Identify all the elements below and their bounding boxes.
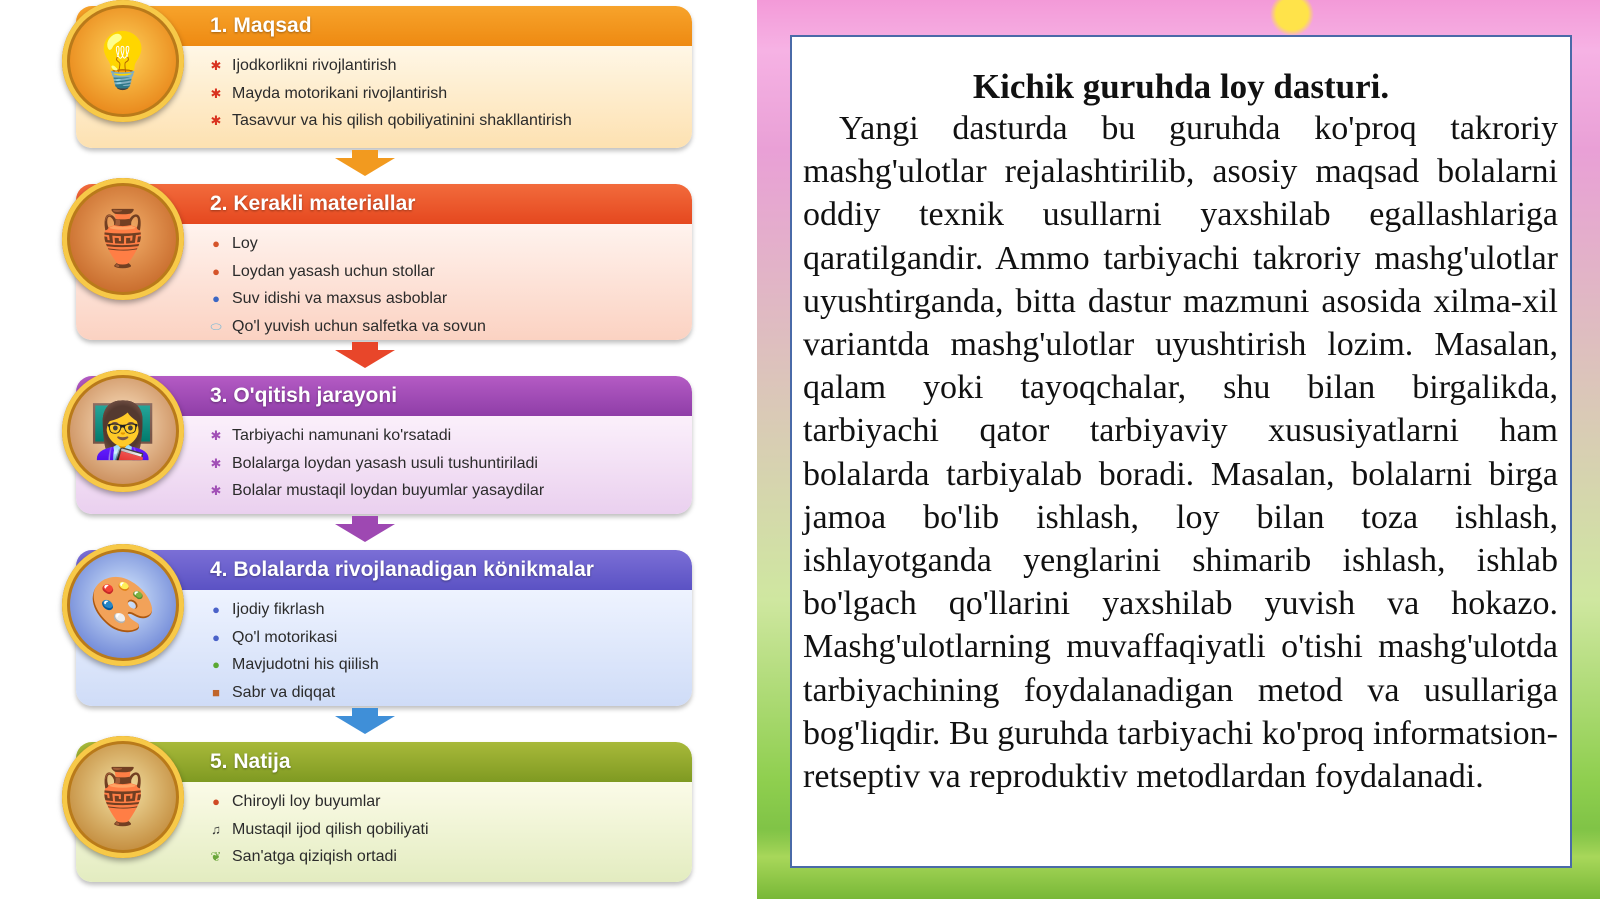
arrow-down-icon	[352, 150, 378, 158]
slide-background	[757, 0, 1600, 899]
document-title: Kichik guruhda loy dasturi.	[972, 67, 1390, 106]
step-title: 5. Natija	[76, 742, 692, 782]
step-title: 1. Maqsad	[76, 6, 692, 46]
list-item: ● Qo'l motorikasi	[208, 624, 692, 652]
jar-icon: ■	[212, 684, 220, 700]
list-item: ● Mavjudotni his qiilish	[208, 651, 692, 679]
circle-icon: ●	[212, 657, 220, 672]
list-item: ✱ Bolalarga loydan yasash usuli tushuntiriladi	[208, 450, 692, 478]
star-icon: ✱	[210, 455, 222, 471]
drop-icon: ●	[212, 602, 220, 617]
arrow-down-icon	[335, 524, 395, 542]
infographic	[0, 0, 757, 899]
step-title: 4. Bolalarda rivojlanadigan könikmalar	[76, 550, 692, 590]
star-icon: ✱	[210, 113, 222, 128]
list-item: ❦ San'atga qiziqish ortadi	[208, 843, 692, 871]
list-item: ✱ Bolalar mustaqil loydan buyumlar yasaydilar	[208, 477, 692, 505]
list-item: ⬭ Qo'l yuvish uchun salfetka va sovun	[208, 313, 692, 341]
step-title: 2. Kerakli materiallar	[76, 184, 692, 224]
star-icon: ✱	[210, 58, 222, 73]
list-item: ✱ Tarbiyachi namunani ko'rsatadi	[208, 422, 692, 450]
list-item: ● Chiroyli loy buyumlar	[208, 788, 692, 816]
list-item: ● Loydan yasash uchun stollar	[208, 258, 692, 286]
drop-icon: ●	[212, 629, 220, 645]
arrow-down-icon	[352, 708, 378, 716]
document-frame	[790, 35, 1572, 868]
soap-icon: ⬭	[210, 318, 222, 334]
list-item: ● Suv idishi va maxsus asboblar	[208, 285, 692, 313]
clay-icon: ●	[212, 263, 220, 279]
step-3	[62, 370, 692, 518]
list-item: ✱ Ijodkorlikni rivojlantirish	[208, 52, 692, 80]
step-4	[62, 544, 692, 710]
star-icon: ✱	[210, 85, 222, 101]
list-item: ✱ Mayda motorikani rivojlantirish	[208, 80, 692, 108]
list-item: ✱ Tasavvur va his qilish qobiliyatinini shakllantirish	[208, 107, 692, 135]
list-item: ● Ijodiy fikrlash	[208, 596, 692, 624]
step-title: 3. O'qitish jarayoni	[76, 376, 692, 416]
arrow-down-icon	[335, 716, 395, 734]
arrow-down-icon	[352, 516, 378, 524]
list-item: ♫ Mustaqil ijod qilish qobiliyati	[208, 816, 692, 844]
list-item: ● Loy	[208, 230, 692, 258]
list-item: ■ Sabr va diqqat	[208, 679, 692, 707]
clay-icon: ●	[212, 236, 220, 251]
arrow-down-icon	[352, 342, 378, 350]
arrow-down-icon	[335, 350, 395, 368]
document-body: Yangi dasturda bu guruhda ko'proq takroriy mashg'ulotlar rejalashtirilib, asosiy maqsad bolalarni oddiy texnik usullarni yaxshilab egallashlariga qaratilgandir. Ammo tarbiyachi takroriy mashg'ulotlar uyushtirganda, bitta dastur mazmuni asosida xilma-xil variantda mashg'ulotlar uyushtirish lozim. Masalan, qalam yoki tayoqchalar, shu bilan birgalikda, tarbiyachi qator tarbiyaviy xususiyatlarni ham bolalarda tarbiyalab boradi. Masalan, bolalarni birga jamoa bo'lib ishlash, loy bilan toza ishlash, ishlayotganda yenglarini shimarib ishlash, ishlab bo'lgach qo'llarini yaxshilab yuvish va hokazo. Mashg'ulotlarning muvaffaqiyatli o'tishi mashg'ulotda tarbiyachining foydalanadigan metod va usullariga bog'liqdir. Bu guruhda tarbiyachi ko'proq informatsion-retseptiv va reproduktiv metodlardan foydalanadi.	[803, 110, 1558, 796]
teacher-children-icon: 👩‍🏫	[62, 370, 184, 492]
star-icon: ✱	[210, 483, 222, 498]
apple-icon: ●	[212, 794, 220, 809]
step-2	[62, 178, 692, 344]
arrow-down-icon	[335, 158, 395, 176]
water-drop-icon: ●	[212, 291, 220, 306]
bell-icon: ♫	[211, 821, 221, 837]
star-icon: ✱	[210, 428, 222, 443]
clay-pottery-icon: 🏺	[62, 178, 184, 300]
lightbulb-icon: 💡	[62, 0, 184, 122]
leaf-icon: ❦	[210, 849, 222, 864]
step-5	[62, 736, 692, 886]
step-1	[62, 0, 692, 152]
vase-palette-icon: 🏺	[62, 736, 184, 858]
lightbulb-hands-icon: 🎨	[62, 544, 184, 666]
